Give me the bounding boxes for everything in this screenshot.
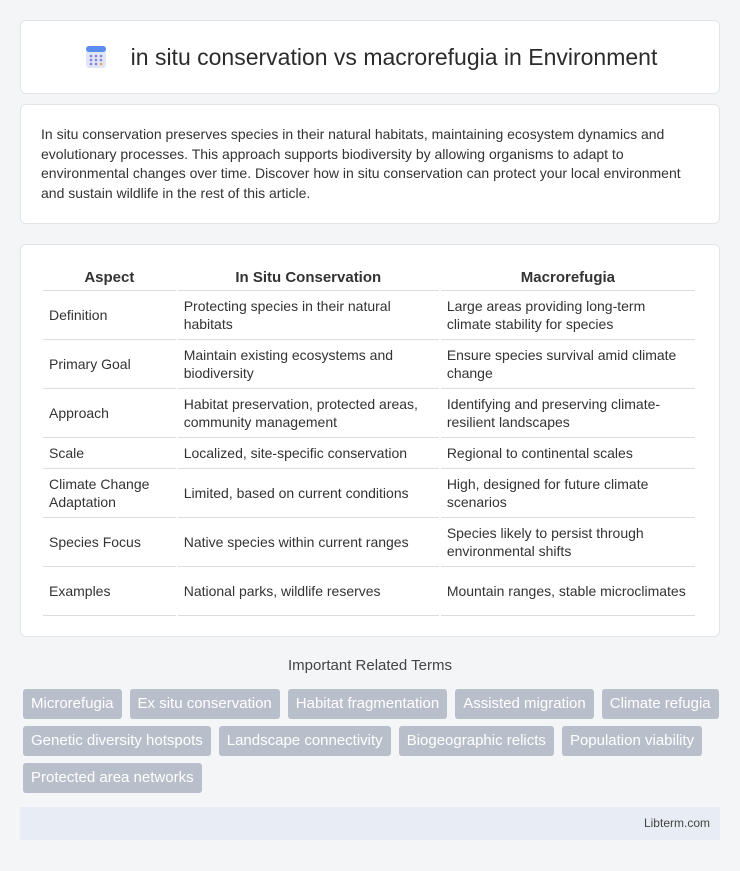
table-cell: National parks, wildlife reserves — [178, 567, 439, 616]
table-row — [43, 469, 695, 518]
table-row — [43, 340, 695, 389]
related-term-tag[interactable]: Landscape connectivity — [219, 726, 391, 756]
column-header-in-situ: In Situ Conservation — [178, 265, 439, 291]
related-term-tag[interactable]: Climate refugia — [602, 689, 719, 719]
related-term-tag[interactable]: Protected area networks — [23, 763, 202, 793]
table-row — [43, 438, 695, 469]
footer-site-link[interactable]: Libterm.com — [643, 816, 710, 830]
related-term-tag[interactable]: Microrefugia — [23, 689, 122, 719]
table-cell: Mountain ranges, stable microclimates — [441, 567, 695, 616]
table-row — [43, 518, 695, 567]
table-cell: Primary Goal — [43, 340, 176, 389]
related-term-tag[interactable]: Genetic diversity hotspots — [23, 726, 211, 756]
table-cell: Regional to continental scales — [441, 438, 695, 469]
table-cell: Species likely to persist through environmental shifts — [441, 518, 695, 567]
comparison-table — [41, 265, 697, 616]
intro-card — [20, 104, 720, 224]
table-cell: Scale — [43, 438, 176, 469]
table-cell: Ensure species survival amid climate change — [441, 340, 695, 389]
document-icon — [83, 44, 109, 70]
related-term-tag[interactable]: Ex situ conservation — [130, 689, 280, 719]
table-cell: Large areas providing long-term climate stability for species — [441, 291, 695, 340]
table-cell: Climate Change Adaptation — [43, 469, 176, 518]
column-header-aspect: Aspect — [43, 265, 176, 291]
related-term-tag[interactable]: Biogeographic relicts — [399, 726, 554, 756]
table-cell: Species Focus — [43, 518, 176, 567]
header-card — [20, 20, 720, 94]
table-cell: Limited, based on current conditions — [178, 469, 439, 518]
column-header-macrorefugia: Macrorefugia — [441, 265, 695, 291]
table-cell: Localized, site-specific conservation — [178, 438, 439, 469]
table-cell: High, designed for future climate scenarios — [441, 469, 695, 518]
related-term-tag[interactable]: Population viability — [562, 726, 702, 756]
table-cell: Maintain existing ecosystems and biodiversity — [178, 340, 439, 389]
table-row — [43, 291, 695, 340]
table-cell: Habitat preservation, protected areas, community management — [178, 389, 439, 438]
table-row — [43, 567, 695, 616]
related-term-tag[interactable]: Habitat fragmentation — [288, 689, 447, 719]
related-terms-title: Important Related Terms — [288, 657, 452, 674]
table-row — [43, 389, 695, 438]
footer — [20, 807, 720, 840]
table-cell: Protecting species in their natural habitats — [178, 291, 439, 340]
table-cell: Approach — [43, 389, 176, 438]
related-term-tag[interactable]: Assisted migration — [455, 689, 594, 719]
table-cell: Definition — [43, 291, 176, 340]
related-terms-list — [23, 689, 723, 793]
page-title: in situ conservation vs macrorefugia in Environment — [130, 43, 658, 70]
table-cell: Examples — [43, 567, 176, 616]
table-cell: Identifying and preserving climate-resilient landscapes — [441, 389, 695, 438]
comparison-table-card — [20, 244, 720, 637]
table-cell: Native species within current ranges — [178, 518, 439, 567]
intro-text: In situ conservation preserves species in their natural habitats, maintaining ecosystem dynamics and evolutionary processes. This approach supports biodiversity by allowing organisms to adapt to environmental changes over time. Discover how in situ conservation can protect your local environment and sustain wildlife in the rest of this article. — [41, 126, 681, 201]
